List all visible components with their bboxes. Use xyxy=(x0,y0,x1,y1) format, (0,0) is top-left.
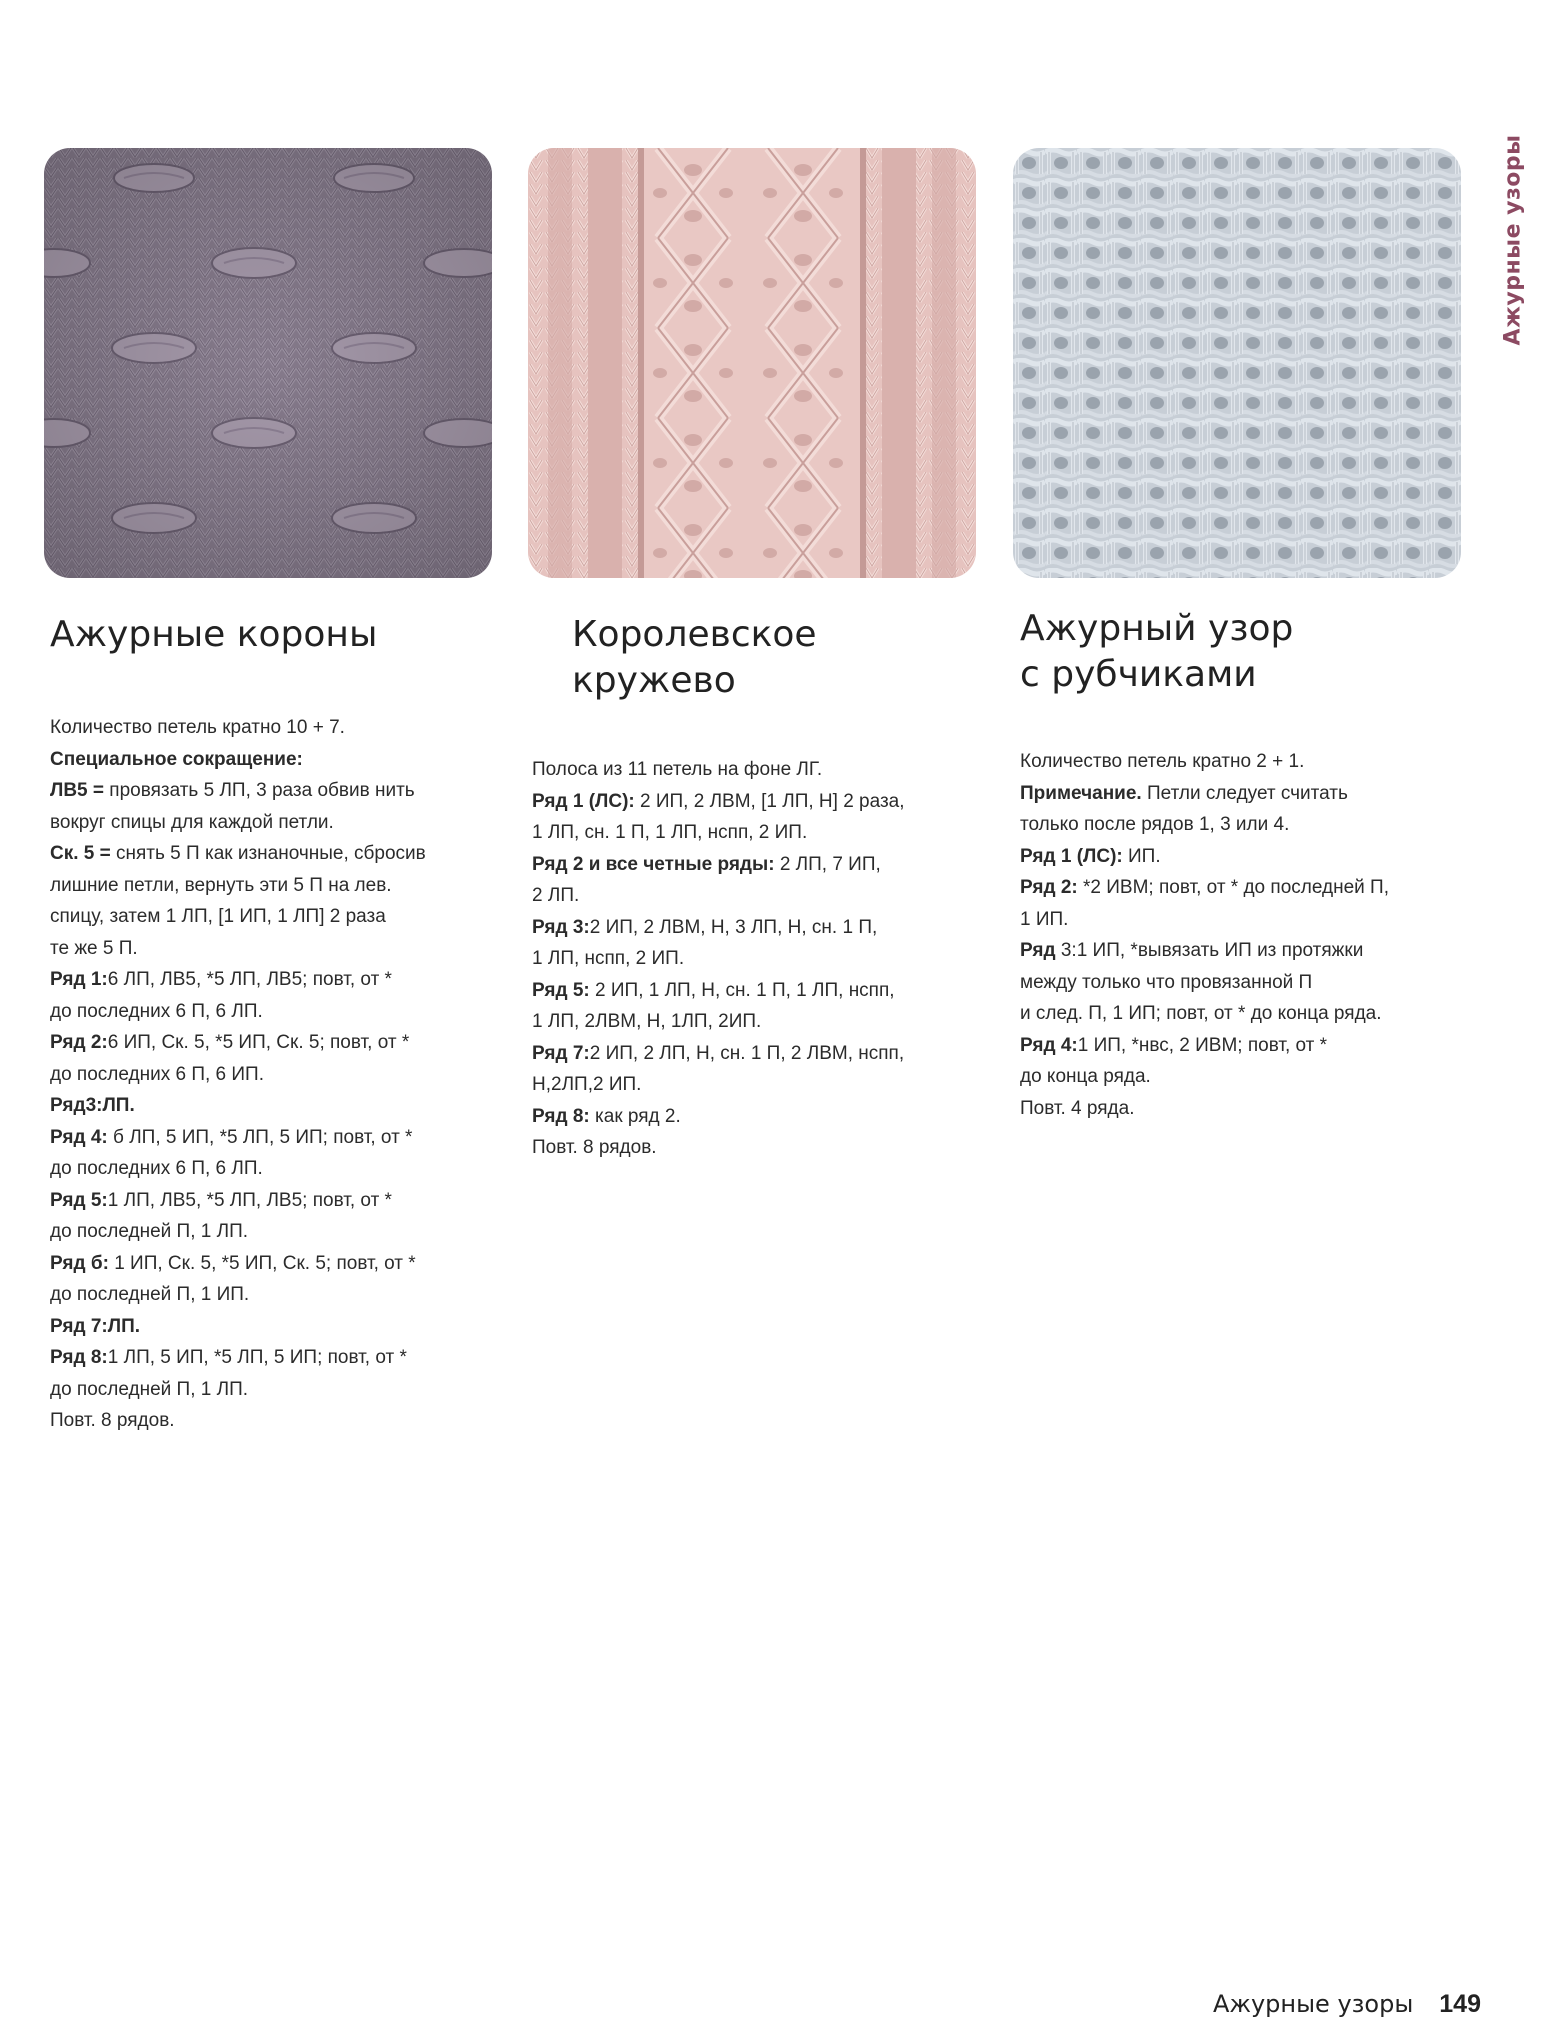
instruction-text: 2 ЛП, 7 ИП, xyxy=(779,853,881,875)
instruction-text: 1 ИП, *нвс, 2 ИВМ; повт, от * xyxy=(1077,1034,1328,1056)
instruction-label: Примечание. xyxy=(1020,782,1147,804)
instruction-line xyxy=(1020,872,1480,904)
instruction-line xyxy=(50,1059,490,1091)
instruction-text: 2 ЛП. xyxy=(532,885,580,906)
blue-knit-swatch xyxy=(1013,148,1461,578)
instruction-line xyxy=(532,786,982,818)
instruction-text: те же 5 П. xyxy=(50,937,138,959)
instruction-text: Полоса из 11 петель на фоне ЛГ. xyxy=(532,759,823,780)
instruction-line xyxy=(50,870,490,902)
instruction-text: 6 ЛП, ЛВ5, *5 ЛП, ЛВ5; повт, от * xyxy=(107,969,392,990)
instruction-text: вокруг спицы для каждой петли. xyxy=(50,811,334,833)
instruction-line xyxy=(50,1248,490,1280)
instruction-text: между только что провязанной П xyxy=(1020,971,1313,993)
instruction-label: Ряд 7:ЛП. xyxy=(50,1315,141,1337)
purple-knit-swatch xyxy=(44,148,492,578)
pattern-instructions xyxy=(1020,746,1480,1124)
instruction-line xyxy=(50,838,490,870)
instruction-label: Ряд 2: xyxy=(50,1032,108,1053)
instruction-label: Ряд 1 (ЛС): xyxy=(532,790,641,812)
instruction-line xyxy=(50,775,490,807)
instruction-line xyxy=(50,712,490,744)
instruction-line xyxy=(50,933,490,965)
instruction-text: и след. П, 1 ИП; повт, от * до конца ряда. xyxy=(1020,1003,1382,1024)
pattern-instructions xyxy=(50,712,490,1437)
instruction-text: б ЛП, 5 ИП, *5 ЛП, 5 ИП; повт, от * xyxy=(113,1126,413,1148)
instruction-text: 1 ЛП, 5 ИП, *5 ЛП, 5 ИП; повт, от * xyxy=(107,1347,407,1368)
instruction-text: снять 5 П как изнаночные, сбросив xyxy=(116,843,426,864)
instruction-text: 3:1 ИП, *вывязать ИП из протяжки xyxy=(1060,940,1364,961)
instruction-line xyxy=(50,1216,490,1248)
instruction-line xyxy=(1020,841,1480,873)
instruction-text: 2 ИП, 2 ЛП, Н, сн. 1 П, 2 ЛВМ, нспп, xyxy=(589,1042,905,1064)
instruction-label: Ряд 3: xyxy=(532,916,590,938)
instruction-text: до последней П, 1 ЛП. xyxy=(50,1378,249,1400)
instruction-label: Специальное сокращение: xyxy=(50,748,303,770)
instruction-line xyxy=(1020,967,1480,999)
instruction-line xyxy=(532,754,982,786)
pattern-column-3 xyxy=(1020,606,1480,1124)
instruction-line xyxy=(532,1038,982,1070)
pattern-title-line: Королевское кружево xyxy=(572,614,817,701)
instruction-label: Ряд 4: xyxy=(50,1126,114,1148)
instruction-label: Ряд 2 и все четные ряды: xyxy=(532,853,780,875)
instruction-text: 1 ЛП, 2ЛВМ, Н, 1ЛП, 2ИП. xyxy=(532,1011,762,1032)
instruction-line xyxy=(50,901,490,933)
instruction-line xyxy=(532,1101,982,1133)
page-number: 149 xyxy=(1439,1990,1481,2018)
instruction-line xyxy=(532,943,982,975)
instruction-line xyxy=(50,1122,490,1154)
instruction-text: Петли следует считать xyxy=(1146,782,1348,804)
instruction-text: провязать 5 ЛП, 3 раза обвив нить xyxy=(109,780,415,801)
instruction-line xyxy=(532,817,982,849)
instruction-line xyxy=(1020,809,1480,841)
instruction-label: Ряд 4: xyxy=(1020,1034,1078,1056)
instruction-line xyxy=(50,1311,490,1343)
page-footer xyxy=(1213,1990,1481,2019)
instruction-text: *2 ИВМ; повт, от * до последней П, xyxy=(1083,877,1389,898)
instruction-line xyxy=(532,880,982,912)
instruction-line xyxy=(50,1374,490,1406)
instruction-text: до последних 6 П, 6 ИП. xyxy=(50,1063,264,1085)
instruction-text: до конца ряда. xyxy=(1020,1066,1151,1087)
section-side-tab xyxy=(1496,134,1530,346)
instruction-label: Ряд3:ЛП. xyxy=(50,1095,135,1116)
instruction-line xyxy=(1020,746,1480,778)
instruction-line xyxy=(1020,904,1480,936)
instruction-label: Ряд 5: xyxy=(50,1189,108,1211)
instruction-text: Повт. 4 ряда. xyxy=(1020,1097,1135,1119)
instruction-text: Количество петель кратно 10 + 7. xyxy=(50,717,345,738)
instruction-line xyxy=(532,975,982,1007)
instruction-line xyxy=(50,996,490,1028)
pattern-instructions xyxy=(532,754,982,1164)
instruction-text: Повт. 8 рядов. xyxy=(50,1410,175,1431)
pattern-title-line: Ажурный узор xyxy=(1020,608,1294,649)
instruction-line xyxy=(50,964,490,996)
instruction-text: 6 ИП, Ск. 5, *5 ИП, Ск. 5; повт, от * xyxy=(107,1032,410,1053)
instruction-text: 1 ЛП, ЛВ5, *5 ЛП, ЛВ5; повт, от * xyxy=(107,1189,392,1211)
instruction-line xyxy=(532,1006,982,1038)
instruction-line xyxy=(1020,998,1480,1030)
instruction-line xyxy=(50,744,490,776)
instruction-text: до последних 6 П, 6 ЛП. xyxy=(50,1158,263,1179)
section-side-tab-label: Ажурные узоры xyxy=(1500,134,1526,346)
instruction-text: ИП. xyxy=(1128,845,1161,867)
instruction-label: Ряд 1 (ЛС): xyxy=(1020,845,1129,867)
instruction-text: 1 ИП. xyxy=(1020,908,1069,930)
instruction-label: Ряд xyxy=(1020,940,1061,961)
instruction-line xyxy=(532,1132,982,1164)
instruction-line xyxy=(532,849,982,881)
instruction-text: Повт. 8 рядов. xyxy=(532,1137,657,1158)
instruction-text: до последней П, 1 ЛП. xyxy=(50,1221,249,1242)
pattern-column-2 xyxy=(532,612,982,1164)
pattern-title-line: Ажурные короны xyxy=(50,614,378,655)
instruction-line xyxy=(50,1027,490,1059)
instruction-text: только после рядов 1, 3 или 4. xyxy=(1020,814,1290,835)
instruction-text: 1 ИП, Ск. 5, *5 ИП, Ск. 5; повт, от * xyxy=(114,1252,416,1274)
instruction-label: Ск. 5 = xyxy=(50,843,117,864)
instruction-line xyxy=(1020,778,1480,810)
instruction-line xyxy=(1020,1093,1480,1125)
instruction-line xyxy=(50,807,490,839)
instruction-text: до последней П, 1 ИП. xyxy=(50,1284,250,1305)
instruction-line xyxy=(1020,1061,1480,1093)
pattern-column-1 xyxy=(50,612,490,1437)
instruction-text: 2 ИП, 2 ЛВМ, Н, 3 ЛП, Н, сн. 1 П, xyxy=(589,916,878,938)
pattern-title xyxy=(1020,606,1480,698)
instruction-label: Ряд 8: xyxy=(532,1105,596,1127)
instruction-text: спицу, затем 1 ЛП, [1 ИП, 1 ЛП] 2 раза xyxy=(50,906,386,927)
instruction-line xyxy=(50,1153,490,1185)
instruction-label: Ряд 1: xyxy=(50,969,108,990)
instruction-line xyxy=(50,1279,490,1311)
instruction-text: лишние петли, вернуть эти 5 П на лев. xyxy=(50,874,392,896)
instruction-text: 2 ИП, 1 ЛП, Н, сн. 1 П, 1 ЛП, нспп, xyxy=(595,979,895,1001)
footer-section-name: Ажурные узоры xyxy=(1212,1990,1414,2018)
pattern-title-line: с рубчиками xyxy=(1020,654,1257,695)
pattern-title xyxy=(572,612,982,704)
instruction-text: 2 ИП, 2 ЛВМ, [1 ЛП, Н] 2 раза, xyxy=(640,790,905,812)
instruction-text: Количество петель кратно 2 + 1. xyxy=(1020,751,1305,772)
instruction-label: Ряд 2: xyxy=(1020,877,1084,898)
instruction-text: 1 ЛП, нспп, 2 ИП. xyxy=(532,948,685,969)
instruction-label: Ряд б: xyxy=(50,1252,115,1274)
pattern-title xyxy=(50,612,490,658)
instruction-line xyxy=(50,1342,490,1374)
instruction-label: Ряд 8: xyxy=(50,1347,108,1368)
instruction-line xyxy=(50,1185,490,1217)
instruction-text: 1 ЛП, сн. 1 П, 1 ЛП, нспп, 2 ИП. xyxy=(532,822,808,843)
instruction-label: Ряд 5: xyxy=(532,979,596,1001)
instruction-line xyxy=(532,912,982,944)
instruction-label: ЛВ5 = xyxy=(50,780,110,801)
instruction-text: Н,2ЛП,2 ИП. xyxy=(532,1074,642,1095)
instruction-text: как ряд 2. xyxy=(595,1105,681,1127)
pink-knit-swatch xyxy=(528,148,976,578)
instruction-text: до последних 6 П, 6 ЛП. xyxy=(50,1000,263,1022)
instruction-line xyxy=(532,1069,982,1101)
instruction-line xyxy=(50,1405,490,1437)
instruction-line xyxy=(1020,935,1480,967)
instruction-label: Ряд 7: xyxy=(532,1042,590,1064)
instruction-line xyxy=(50,1090,490,1122)
instruction-line xyxy=(1020,1030,1480,1062)
